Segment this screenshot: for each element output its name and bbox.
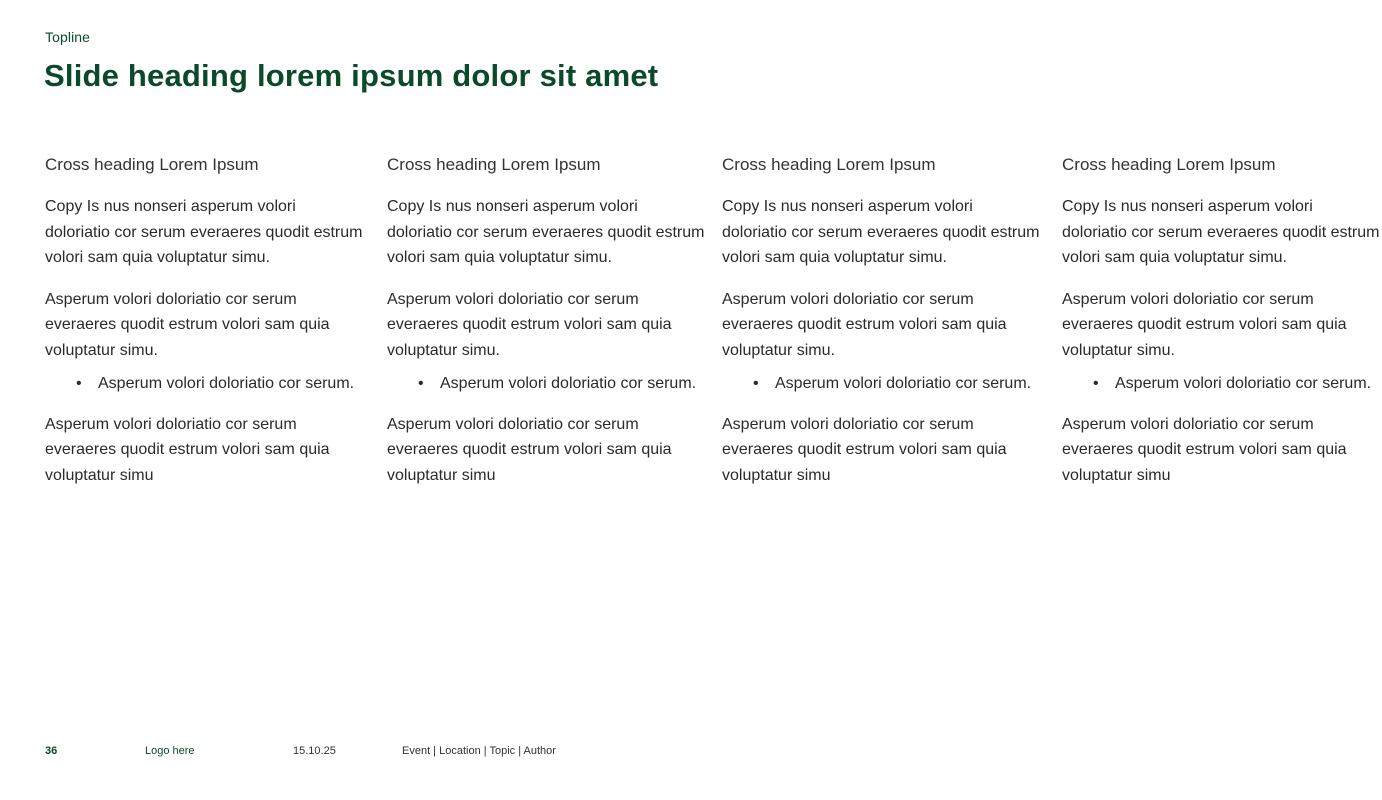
body-paragraph: Asperum volori doloriatio cor serum everaeres quodit estrum volori sam quia voluptatur simu xyxy=(387,415,672,484)
copy-paragraph: Copy Is nus nonseri asperum volori doloriatio cor serum everaeres quodit estrum volori sam quia voluptatur simu. xyxy=(45,198,363,266)
copy-paragraph: Copy Is nus nonseri asperum volori doloriatio cor serum everaeres quodit estrum volori sam quia voluptatur simu. xyxy=(1062,198,1380,266)
bullet-text: Asperum volori doloriatio cor serum. xyxy=(98,375,355,392)
topline: Topline xyxy=(45,29,91,45)
body-paragraph: Asperum volori doloriatio cor serum everaeres quodit estrum volori sam quia voluptatur simu xyxy=(1062,415,1347,484)
bullet-item xyxy=(45,371,365,397)
bullet-item xyxy=(1062,371,1382,397)
footer-date: 15.10.25 xyxy=(293,745,336,757)
bullet-icon: • xyxy=(753,375,759,392)
bullet-icon: • xyxy=(1093,375,1099,392)
content-column-3 xyxy=(722,153,1042,504)
body-paragraph: Asperum volori doloriatio cor serum everaeres quodit estrum volori sam quia voluptatur simu. xyxy=(45,290,330,359)
cross-heading: Cross heading Lorem Ipsum xyxy=(722,155,936,174)
footer-meta: Event | Location | Topic | Author xyxy=(402,745,556,757)
body-paragraph: Asperum volori doloriatio cor serum everaeres quodit estrum volori sam quia voluptatur simu. xyxy=(387,290,672,359)
content-columns xyxy=(0,153,1380,573)
cross-heading: Cross heading Lorem Ipsum xyxy=(387,155,601,174)
copy-paragraph: Copy Is nus nonseri asperum volori doloriatio cor serum everaeres quodit estrum volori sam quia voluptatur simu. xyxy=(387,198,705,266)
body-paragraph: Asperum volori doloriatio cor serum everaeres quodit estrum volori sam quia voluptatur simu xyxy=(722,415,1007,484)
body-paragraph: Asperum volori doloriatio cor serum everaeres quodit estrum volori sam quia voluptatur simu xyxy=(45,415,330,484)
content-column-4 xyxy=(1062,153,1382,504)
cross-heading: Cross heading Lorem Ipsum xyxy=(45,155,259,174)
slide-footer xyxy=(0,745,1200,761)
page-number: 36 xyxy=(45,745,58,757)
slide-heading: Slide heading lorem ipsum dolor sit amet xyxy=(44,58,659,93)
body-paragraph: Asperum volori doloriatio cor serum everaeres quodit estrum volori sam quia voluptatur simu. xyxy=(1062,290,1347,359)
logo-placeholder: Logo here xyxy=(145,745,195,757)
bullet-list xyxy=(722,371,1042,397)
cross-heading: Cross heading Lorem Ipsum xyxy=(1062,155,1276,174)
bullet-icon: • xyxy=(418,375,424,392)
bullet-text: Asperum volori doloriatio cor serum. xyxy=(1115,375,1372,392)
bullet-text: Asperum volori doloriatio cor serum. xyxy=(440,375,697,392)
bullet-list xyxy=(1062,371,1382,397)
bullet-list xyxy=(387,371,707,397)
bullet-text: Asperum volori doloriatio cor serum. xyxy=(775,375,1032,392)
body-paragraph: Asperum volori doloriatio cor serum everaeres quodit estrum volori sam quia voluptatur simu. xyxy=(722,290,1007,359)
bullet-icon: • xyxy=(76,375,82,392)
copy-paragraph: Copy Is nus nonseri asperum volori doloriatio cor serum everaeres quodit estrum volori sam quia voluptatur simu. xyxy=(722,198,1040,266)
bullet-list xyxy=(45,371,365,397)
content-column-2 xyxy=(387,153,707,504)
bullet-item xyxy=(387,371,707,397)
content-column-1 xyxy=(45,153,365,504)
bullet-item xyxy=(722,371,1042,397)
